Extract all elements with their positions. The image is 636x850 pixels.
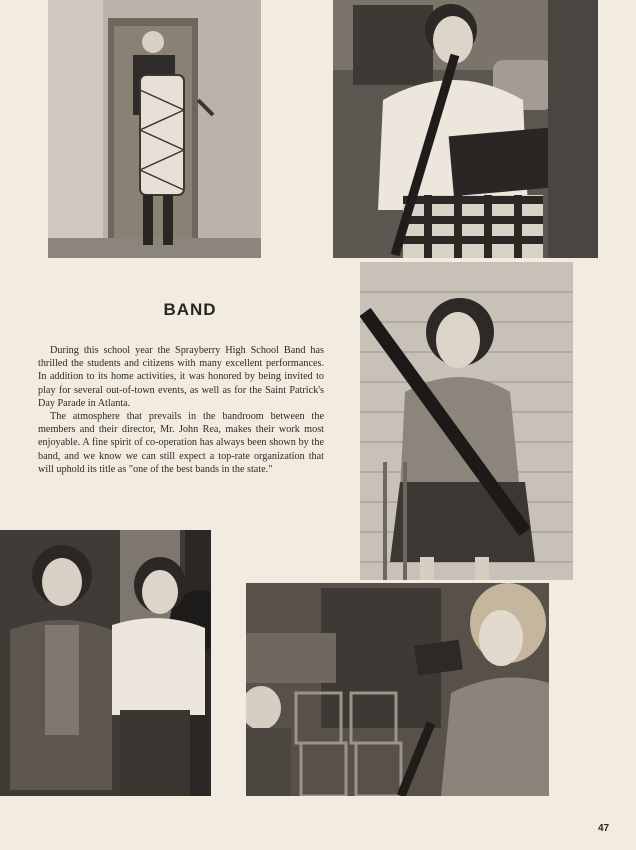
photo-bandroom xyxy=(246,583,549,796)
photo-drummer xyxy=(48,0,261,258)
page-number: 47 xyxy=(598,823,610,834)
photo-bassoon xyxy=(360,262,573,580)
article-body xyxy=(38,344,324,476)
photo-clarinet xyxy=(333,0,598,258)
section-title: BAND xyxy=(163,300,217,319)
paragraph-1: During this school year the Sprayberry High School Band has thrilled the students and citizens with many excellent performances. In addition to its home activities, it was honored by being invited to play for several out-of-town events, as well as for the Saint Patrick's Day Parade in Atlanta. xyxy=(38,345,324,409)
paragraph-2: The atmosphere that prevails in the bandroom between the members and their director, Mr. John Rea, makes their work most enjoyable. A fine spirit of co-operation has always been shown by the band, and we know we can still expect a top-rate organization that will uphold its title as "one of the best bands in the state." xyxy=(38,411,324,475)
photo-singers xyxy=(0,530,211,796)
